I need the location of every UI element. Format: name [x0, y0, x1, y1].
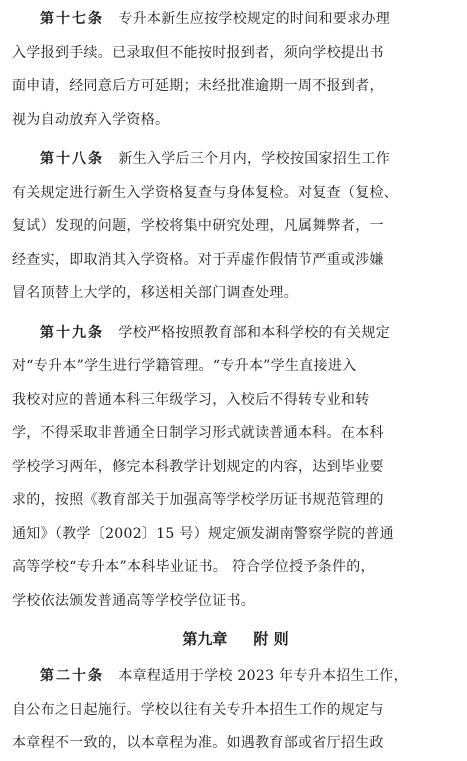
article-19-line-3: 我校对应的普通本科三年级学习，入校后不得转专业和转 [12, 391, 370, 408]
article-18 [12, 143, 459, 311]
article-18-heading: 第十八条 [40, 151, 104, 167]
article-19-line-6: 求的，按照《教育部关于加强高等学校学历证书规范管理的 [12, 492, 384, 508]
article-19-line-5: 学校学习两年，修完本科教学计划规定的内容，达到毕业要 [12, 458, 384, 475]
article-20 [12, 660, 459, 761]
article-19-line-4: 学，不得采取非普通全日制学习形式就读普通本科。在本科 [12, 425, 384, 441]
article-19-line-1: 学校严格按照教育部和本科学校的有关规定 [118, 324, 391, 341]
article-20-line-1: 本章程适用于学校 2023 年专升本招生工作， [118, 668, 408, 684]
article-17-first-line [12, 3, 459, 37]
chapter-title: 附 则 [253, 630, 289, 648]
article-17-line-4: 视为自动放弃入学资格。 [12, 111, 170, 128]
article-19-line-7: 通知》（教学〔2002〕15 号）规定颁发湖南警察学院的普通 [12, 525, 394, 542]
article-17-line-2: 入学报到手续。已录取但不能按时报到者，须向学校提出书 [12, 44, 384, 61]
article-17-heading: 第十七条 [40, 11, 104, 27]
article-20-line-2: 自公布之日起施行。学校以往有关专升本招生工作的规定与 [12, 701, 384, 718]
article-19-line-9: 学校依法颁发普通高等学校学位证书。 [12, 592, 256, 609]
article-18-line-5: 冒名顶替上大学的，移送相关部门调查处理。 [12, 285, 298, 301]
article-19-line-2: 对“专升本”学生进行学籍管理。“专升本”学生直接进入 [12, 358, 357, 374]
article-20-first-line [12, 660, 459, 694]
article-17 [12, 3, 459, 137]
article-18-line-4: 经查实，即取消其入学资格。对于弄虚作假情节严重或涉嫌 [12, 251, 384, 268]
article-19-first-line [12, 317, 459, 351]
article-19 [12, 317, 459, 619]
article-18-line-3: 复试）发现的问题，学校将集中研究处理，凡属舞弊者，一 [12, 218, 384, 234]
article-17-line-1: 专升本新生应按学校规定的时间和要求办理 [118, 11, 391, 27]
article-18-line-1: 新生入学后三个月内，学校按国家招生工作 [118, 151, 391, 167]
article-20-heading: 第二十条 [40, 668, 104, 684]
article-20-line-3: 本章程不一致的，以本章程为准。如遇教育部或省厅招生政 [12, 735, 384, 751]
chapter-heading [12, 624, 459, 654]
article-18-line-2: 有关规定进行新生入学资格复查与身体复检。对复查（复检、 [12, 184, 399, 201]
article-18-first-line [12, 143, 459, 177]
article-17-line-3: 面申请，经同意后方可延期；未经批准逾期一周不报到者， [12, 78, 384, 94]
article-19-line-8: 高等学校“专升本”本科毕业证书。 符合学位授予条件的， [12, 559, 375, 575]
chapter-number: 第九章 [182, 630, 228, 648]
article-19-heading: 第十九条 [40, 324, 104, 341]
